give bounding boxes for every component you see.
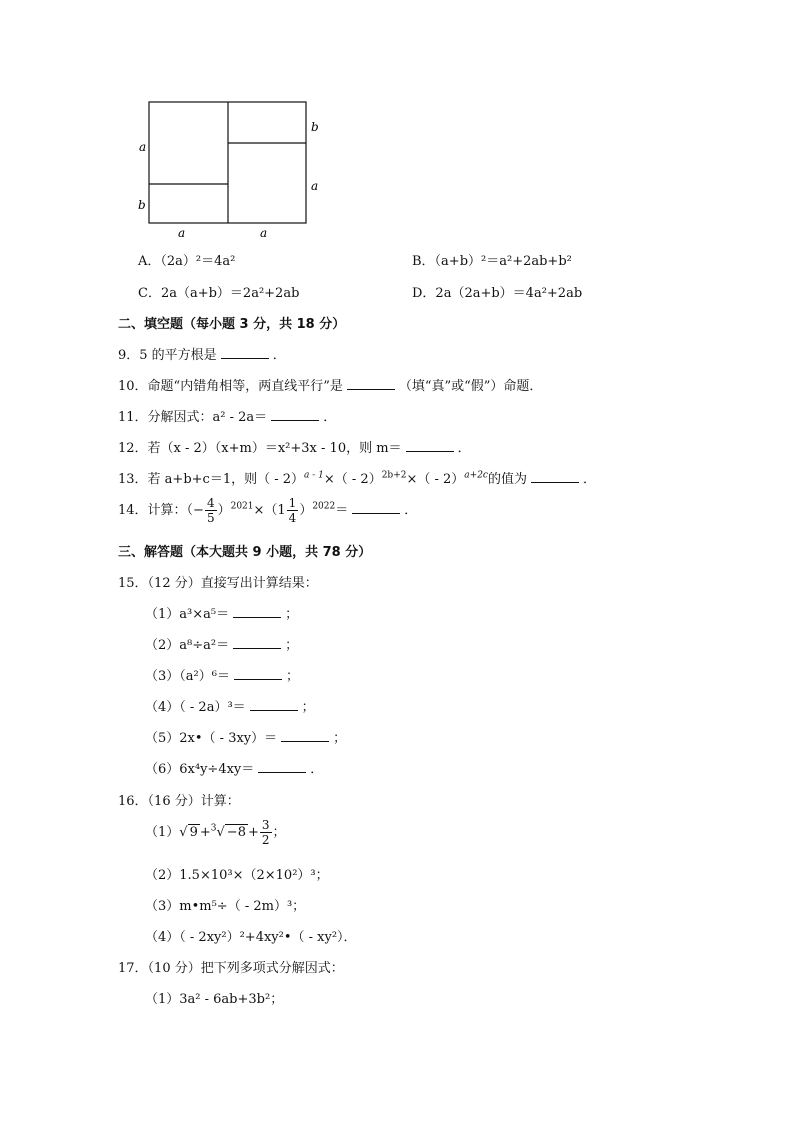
question-12 [118, 437, 471, 456]
q15-item-2-end: ； [285, 638, 299, 653]
q12-answer-blank [406, 439, 454, 452]
q16-denominator: 2 [261, 833, 270, 847]
q16-cbrt-index: 3 [210, 823, 217, 834]
q15-item-5-blank [281, 729, 329, 742]
q13-exponent-2: 2b+2 [381, 470, 407, 481]
q15-item-4 [145, 696, 315, 715]
q15-item-1-end: ； [285, 607, 299, 622]
q11-answer-blank [271, 408, 319, 421]
q14-fraction-2 [287, 496, 299, 525]
question-14: 14．计算：（− $\frac{4}{5}$ ）$^{2021}$×（1 $\frac{1}{4}$ ）$^{2022}$＝ ． [118, 496, 418, 525]
q10-text: 10．命题“内错角相等，两直线平行”是 [118, 379, 343, 394]
q13-answer-blank [531, 470, 579, 483]
label-b-left: b [138, 198, 146, 212]
q10-end: （填“真”或“假”）命题． [398, 379, 543, 394]
q14-text: 14．计算：（− [118, 503, 204, 518]
q13-end: ． [583, 472, 597, 487]
q15-item-2 [145, 634, 298, 653]
q17-item-1: （1）3a² - 6ab+3b²； [145, 992, 284, 1007]
q13-mid-1: ×（ - 2） [323, 472, 382, 487]
sqrt-symbol-icon: √ [179, 825, 188, 840]
label-a-left: a [139, 140, 147, 154]
q12-end: ． [457, 441, 471, 456]
section-2-title: 二、填空题（每小题 3 分，共 18 分） [118, 317, 346, 332]
q15-item-2-text: （2）a⁸÷a²＝ [145, 638, 230, 653]
q16-numerator: 3 [261, 818, 270, 832]
q11-text: 11．分解因式：a² - 2a＝ [118, 410, 268, 425]
question-11 [118, 406, 336, 425]
q16-item-1-end: ； [272, 825, 286, 840]
q16-item-1: （1）√ 9 +$^3$√ −8 + $\frac{3}{2}$ ； [145, 818, 286, 847]
q15-item-2-blank [233, 636, 281, 649]
label-a-bottom-left: a [178, 226, 186, 240]
label-b-right: b [311, 120, 319, 134]
option-d: D．2a（2a+b）＝4a²+2ab [412, 286, 583, 301]
q15-item-1-text: （1）a³×a⁵＝ [145, 607, 230, 622]
q15-item-5-end: ； [333, 731, 347, 746]
q15-item-4-end: ； [301, 700, 315, 715]
option-a: A．（2a）²＝4a² [138, 254, 236, 269]
q13-tail: 的值为 [487, 472, 527, 487]
q16-item-1-prefix: （1） [145, 825, 180, 840]
q11-end: ． [323, 410, 337, 425]
option-b: B．（a+b）²＝a²+2ab+b² [412, 254, 572, 269]
q15-item-4-text: （4）（ - 2a）³＝ [145, 700, 246, 715]
q16-item-2: （2）1.5×10³×（2×10²）³； [145, 868, 329, 883]
q15-item-5 [145, 727, 346, 746]
q14-denominator-2: 4 [288, 511, 297, 525]
q15-item-3-end: ； [285, 669, 299, 684]
q16-item-4: （4）（ - 2xy²）²+4xy²•（ - xy²）． [145, 930, 357, 945]
q15-item-6-blank [258, 760, 306, 773]
q16-title: 16．（16 分）计算： [118, 794, 240, 809]
q15-item-3 [145, 665, 299, 684]
q12-text: 12．若（x - 2）（x+m）＝x²+3x - 10，则 m＝ [118, 441, 402, 456]
q14-answer-blank [352, 501, 400, 514]
q13-text: 13．若 a+b+c＝1，则（ - 2） [118, 472, 305, 487]
area-model-figure [130, 95, 330, 245]
q16-item-3: （3）m•m⁵÷（ - 2m）³； [145, 899, 306, 914]
section-3-title: 三、解答题（本大题共 9 小题，共 78 分） [118, 545, 372, 560]
q9-text: 9．5 的平方根是 [118, 348, 217, 363]
q16-sqrt-radicand: 9 [189, 825, 198, 840]
q14-end: ． [404, 503, 418, 518]
option-c: C．2a（a+b）＝2a²+2ab [138, 286, 300, 301]
q14-numerator-2: 1 [288, 496, 297, 510]
q15-item-3-text: （3）（a²）⁶＝ [145, 669, 230, 684]
q9-answer-blank [221, 346, 269, 359]
q15-title: 15．（12 分）直接写出计算结果： [118, 576, 318, 591]
q10-answer-blank [347, 377, 395, 390]
q14-mid: ×（1 [253, 503, 286, 518]
question-13 [118, 468, 596, 487]
q15-item-6 [145, 758, 323, 777]
q16-fraction [260, 818, 272, 847]
q13-exponent-1: a - 1 [304, 470, 324, 481]
q13-exponent-3: a+2c [464, 470, 488, 481]
q15-item-1 [145, 603, 298, 622]
q14-exponent-2: 2022 [312, 501, 336, 512]
question-10 [118, 375, 542, 394]
q15-item-4-blank [250, 698, 298, 711]
q13-mid-2: ×（ - 2） [406, 472, 465, 487]
q14-fraction-1 [205, 496, 217, 525]
cbrt-symbol-icon: √ [216, 825, 225, 840]
label-a-right: a [311, 179, 319, 193]
label-a-bottom-right: a [260, 226, 268, 240]
q17-title: 17．（10 分）把下列多项式分解因式： [118, 961, 344, 976]
q14-numerator-1: 4 [206, 496, 215, 510]
q15-item-1-blank [233, 605, 281, 618]
q15-item-3-blank [234, 667, 282, 680]
question-9 [118, 344, 286, 363]
q14-tail: ＝ [335, 503, 349, 518]
q15-item-6-end: ． [310, 762, 324, 777]
q15-item-6-text: （6）6x⁴y÷4xy＝ [145, 762, 255, 777]
q15-item-5-text: （5）2x•（ - 3xy）＝ [145, 731, 278, 746]
q14-denominator-1: 5 [206, 511, 215, 525]
q16-cbrt-radicand: −8 [226, 825, 246, 840]
q14-exponent-1: 2021 [230, 501, 254, 512]
q9-end: ． [272, 348, 286, 363]
